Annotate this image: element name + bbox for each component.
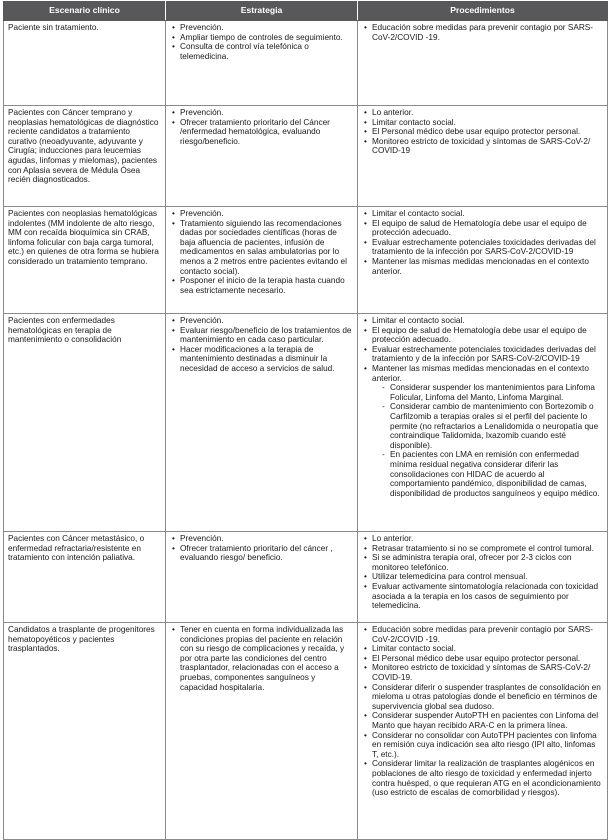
list-item-text: Prevención.	[180, 209, 224, 218]
list-item-text: Ampliar tiempo de controles de seguimiento.	[180, 32, 343, 42]
list-item-text: Monitoreo estricto de toxicidad y síntomas de SARS-CoV-2/ COVID-19.	[372, 663, 591, 682]
sub-list-item: - En pacientes con LMA en remisión con enfermedad mínima residual negativa considerar diferir las consolidaciones con HIDAC de acuerdo al comportamiento pandémico, disponibilidad de camas, disponibilidad de productos sanguíneos y equipo médico.	[372, 450, 603, 498]
list-item	[362, 209, 603, 219]
list-item-text: Evaluar estrechamente potenciales toxicidades derivadas del tratamiento de la infección por SARS-CoV-2/COVID-19	[372, 237, 596, 257]
procedures-cell	[358, 623, 608, 840]
list-item	[362, 534, 603, 544]
strategy-cell	[166, 21, 358, 106]
list-item	[362, 219, 603, 238]
scenario-cell: Paciente sin tratamiento.	[4, 21, 166, 106]
list-item	[362, 127, 603, 137]
list-item-text: Educación sobre medidas para prevenir contagio por SARS-CoV-2/COVID -19.	[372, 625, 594, 644]
procedures-cell	[358, 532, 608, 623]
procedures-cell	[358, 314, 608, 532]
list-item-text: Considerar suspender AutoPTH en pacientes con Linfoma del Manto que hayan recibido ARA-C en la primera línea.	[372, 711, 599, 730]
strategy-list	[170, 209, 353, 295]
list-item-text: Mantener las mismas medidas mencionadas en el contexto anterior.	[372, 363, 589, 383]
list-item	[170, 326, 353, 345]
list-item	[362, 345, 603, 364]
list-item-text: Limitar el contacto social.	[372, 316, 465, 325]
list-item-text: Prevención.	[180, 108, 224, 117]
list-item-text: Monitoreo estricto de toxicidad y síntomas de SARS-CoV-2/ COVID-19	[372, 136, 591, 156]
list-item-text: Educación sobre medidas para prevenir contagio por SARS-CoV-2/COVID -19.	[372, 23, 594, 42]
list-item	[362, 326, 603, 345]
list-item	[362, 625, 603, 644]
list-item-text: Hacer modificaciones a la terapia de mantenimiento destinadas a disminuir la necesidad de acceso a servicios de salud.	[180, 344, 335, 373]
strategy-list	[170, 23, 353, 61]
table-row	[4, 314, 608, 532]
table-row	[4, 623, 608, 840]
list-item-text: Tratamiento siguiendo las recomendaciones dadas por sociedades científicas (horas de baja afluencia de pacientes, infusión de medicamentos en salas ambulatorias por lo menos a 2 metros entre pacientes evitando el contacto social).	[180, 218, 347, 276]
table-row	[4, 21, 608, 106]
table-header-row	[4, 2, 608, 21]
list-item-text: El equipo de salud de Hematología debe usar el equipo de protección adecuado.	[372, 218, 587, 238]
sub-list-item: - Considerar cambio de mantenimiento con Bortezomib o Carfilzomib a terapias orales si el perfil del paciente lo permite (no refractarios a Lenalidomida o neuropatía que contraindique Talidomida, Ixazomib cuando esté disponible).	[372, 402, 603, 450]
scenario-cell: Pacientes con Cáncer metastásico, o enfermedad refractaria/resistente en tratamiento con intención paliativa.	[4, 532, 166, 623]
list-item	[170, 42, 353, 61]
list-item-text: Mantener las mismas medidas mencionadas en el contexto anterior.	[372, 256, 589, 276]
list-item	[362, 759, 603, 797]
strategy-cell	[166, 623, 358, 840]
list-item	[170, 276, 353, 295]
list-item-text: Considerar limitar la realización de trasplantes alogénicos en poblaciones de alto riesgo de toxicidad y enfermedad injerto contra huésped, o que requieran ATG en el acondicionamiento (uso estricto de escalas de comorbilidad y riesgos).	[372, 759, 601, 798]
header-scenario: Escenario clínico	[4, 2, 166, 21]
list-item	[362, 683, 603, 712]
list-item-text: Lo anterior.	[372, 534, 414, 543]
header-procedures: Procedimientos	[358, 2, 608, 21]
list-item	[170, 534, 353, 544]
table-row	[4, 532, 608, 623]
sub-list-item: - Considerar suspender los mantenimientos para Linfoma Folicular, Linfoma del Manto, Linfoma Marginal.	[372, 383, 603, 402]
scenario-cell: Pacientes con enfermedades hematológicas en terapia de mantenimiento o consolidación	[4, 314, 166, 532]
list-item	[170, 625, 353, 692]
list-item	[362, 553, 603, 572]
list-item-text: Evaluar activamente sintomatología relacionada con toxicidad asociada a la terapia en los casos de seguimiento por telemedicina.	[372, 581, 599, 611]
clinical-scenarios-table	[3, 1, 608, 840]
strategy-cell	[166, 532, 358, 623]
list-item-text: Ofrecer tratamiento prioritario del cáncer , evaluando riesgo/ beneficio.	[180, 543, 333, 563]
list-item-text: Posponer el inicio de la terapia hasta cuando sea estrictamente necesario.	[180, 276, 345, 295]
list-item-text: Si se administra terapia oral, ofrecer por 2-3 ciclos con monitoreo telefónico.	[372, 553, 572, 572]
list-item	[362, 663, 603, 682]
scenario-cell: Pacientes con Cáncer temprano y neoplasias hematológicas de diagnóstico reciente candidatos a tratamiento curativo (neoadyuvante, adyuvante y Cirugía; inducciones para leucemias agudas, linfomas y mielomas), pacientes con Aplasia severa de Médula Ósea recién diagnosticados.	[4, 106, 166, 207]
list-item	[362, 572, 603, 582]
table-row	[4, 106, 608, 207]
strategy-cell	[166, 106, 358, 207]
list-item	[362, 364, 603, 498]
procedures-cell	[358, 21, 608, 106]
strategy-list	[170, 316, 353, 374]
list-item-text: Lo anterior.	[372, 108, 414, 117]
list-item	[170, 345, 353, 374]
list-item	[170, 118, 353, 147]
list-item-text: Considerar diferir o suspender trasplantes de consolidación en mieloma u otras patologías donde el beneficio en términos de supervivencia global sea dudoso.	[372, 682, 601, 711]
list-item	[362, 257, 603, 276]
list-item	[362, 23, 603, 42]
list-item-text: Prevención.	[180, 23, 224, 32]
list-item	[362, 544, 603, 554]
list-item	[362, 644, 603, 654]
list-item	[362, 582, 603, 611]
list-item-text: El Personal médico debe usar equipo protector personal.	[372, 127, 581, 137]
list-item-text: Tener en cuenta en forma individualizada las condiciones propias del paciente en relación con su riesgo de complicaciones y recaída, y por otra parte las condiciones del centro trasplantador, relacionadas con el acceso a pruebas, componentes sanguíneos y capacidad hospitalaria.	[180, 625, 345, 692]
list-item-text: Evaluar riesgo/beneficio de los tratamientos de mantenimiento en cada caso particular.	[180, 325, 352, 345]
strategy-list	[170, 625, 353, 692]
procedures-list	[362, 534, 603, 611]
scenario-cell: Candidatos a trasplante de progenitores hematopoyéticos y pacientes trasplantados.	[4, 623, 166, 840]
list-item	[362, 118, 603, 128]
list-item-text: Evaluar estrechamente potenciales toxicidades derivadas del tratamiento y de la infección por SARS-CoV-2/COVID-19	[372, 344, 596, 364]
strategy-cell	[166, 207, 358, 314]
table-row	[4, 207, 608, 314]
procedures-cell	[358, 106, 608, 207]
list-item-text: Limitar contacto social.	[372, 644, 456, 654]
procedures-cell	[358, 207, 608, 314]
list-item-text: Ofrecer tratamiento prioritario del Cáncer /enfermedad hematológica, evaluando riesgo/beneficio.	[180, 117, 330, 146]
sub-list	[372, 383, 603, 498]
procedures-list	[362, 316, 603, 498]
list-item	[362, 654, 603, 664]
list-item	[170, 209, 353, 219]
procedures-list	[362, 23, 603, 42]
list-item	[362, 108, 603, 118]
list-item	[362, 731, 603, 760]
strategy-list	[170, 534, 353, 563]
list-item-text: Consulta de control vía telefónica o telemedicina.	[180, 42, 309, 61]
list-item	[170, 544, 353, 563]
list-item	[362, 316, 603, 326]
table-body	[4, 21, 608, 840]
list-item-text: Retrasar tratamiento si no se compromete el control tumoral.	[372, 543, 594, 553]
list-item	[170, 33, 353, 43]
list-item-text: El equipo de salud de Hematología debe usar el equipo de protección adecuado.	[372, 325, 587, 345]
list-item	[170, 219, 353, 277]
list-item	[170, 108, 353, 118]
procedures-list	[362, 108, 603, 156]
list-item	[362, 238, 603, 257]
procedures-list	[362, 625, 603, 798]
list-item-text: El Personal médico debe usar equipo protector personal.	[372, 653, 581, 663]
list-item-text: Limitar contacto social.	[372, 117, 456, 127]
list-item-text: Limitar el contacto social.	[372, 209, 465, 218]
list-item-text: Prevención.	[180, 534, 224, 543]
header-strategy: Estrategia	[166, 2, 358, 21]
strategy-list	[170, 108, 353, 146]
list-item	[362, 711, 603, 730]
list-item-text: Prevención.	[180, 316, 224, 325]
list-item-text: Considerar no consolidar con AutoTPH pacientes con linfoma en remisión cuya indicación sea alto riesgo (IPI alto, linfomas T, etc.).	[372, 730, 597, 759]
scenario-cell: Pacientes con neoplasias hematológicas indolentes (MM indolente de alto riesgo, MM con recaída bioquímica sin CRAB, linfoma folicular con baja carga tumoral, etc.) en quienes de otra forma se hubiera considerado un tratamiento temprano.	[4, 207, 166, 314]
strategy-cell	[166, 314, 358, 532]
list-item	[170, 316, 353, 326]
list-item-text: Utilizar telemedicina para control mensual.	[372, 572, 528, 582]
list-item	[170, 23, 353, 33]
procedures-list	[362, 209, 603, 276]
list-item	[362, 137, 603, 156]
